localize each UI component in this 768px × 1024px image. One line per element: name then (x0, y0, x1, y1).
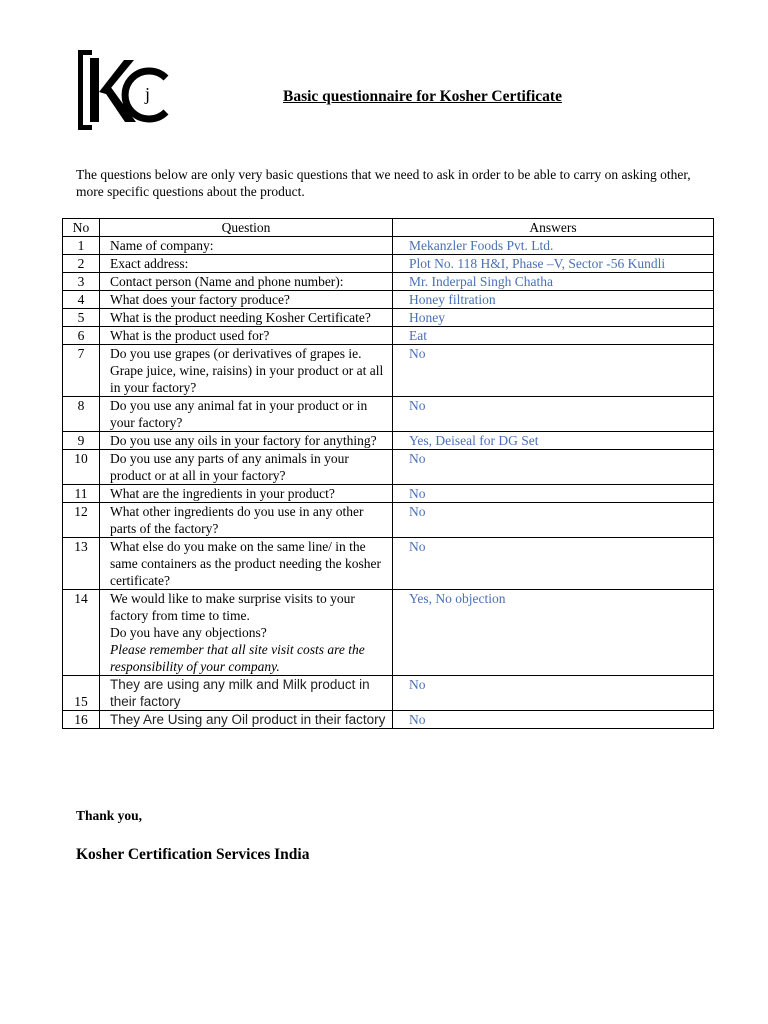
table-row (63, 309, 714, 327)
row-question: What is the product needing Kosher Certificate? (100, 309, 393, 327)
row-question: Name of company: (100, 237, 393, 255)
header-question: Question (100, 219, 393, 237)
row-question: What are the ingredients in your product? (100, 485, 393, 503)
row-answer: No (393, 485, 714, 503)
row-number: 14 (63, 590, 100, 676)
table-row (63, 450, 714, 485)
row-answer: No (393, 676, 714, 711)
table-row (63, 590, 714, 676)
row-question-followup: Do you have any objections? (110, 625, 267, 640)
table-row (63, 711, 714, 729)
table-row (63, 503, 714, 538)
table-row (63, 291, 714, 309)
row-number: 16 (63, 711, 100, 729)
intro-paragraph: The questions below are only very basic questions that we need to ask in order to be able to carry on asking other, more specific questions about the product. (76, 167, 691, 199)
row-question: Do you use any animal fat in your product or in your factory? (100, 397, 393, 432)
row-answer: No (393, 397, 714, 432)
row-question: Do you use any oils in your factory for anything? (100, 432, 393, 450)
table-row (63, 327, 714, 345)
row-answer: Mekanzler Foods Pvt. Ltd. (393, 237, 714, 255)
row-answer: Yes, Deiseal for DG Set (393, 432, 714, 450)
row-question: Do you use any parts of any animals in your product or at all in your factory? (100, 450, 393, 485)
row-number: 15 (63, 676, 100, 711)
table-header-row (63, 219, 714, 237)
table-row (63, 432, 714, 450)
table-row (63, 676, 714, 711)
row-answer: No (393, 345, 714, 397)
table-row (63, 237, 714, 255)
row-answer: Honey (393, 309, 714, 327)
row-question: What else do you make on the same line/ in the same containers as the product needing the kosher certificate? (100, 538, 393, 590)
row-answer: No (393, 711, 714, 729)
row-question: What does your factory produce? (100, 291, 393, 309)
row-number: 11 (63, 485, 100, 503)
row-answer: No (393, 538, 714, 590)
row-question: What is the product used for? (100, 327, 393, 345)
row-question: Do you use grapes (or derivatives of grapes ie. Grape juice, wine, raisins) in your product or at all in your factory? (100, 345, 393, 397)
table-row (63, 485, 714, 503)
header-answers: Answers (393, 219, 714, 237)
table-row (63, 255, 714, 273)
row-note: Please remember that all site visit costs are the responsibility of your company. (110, 642, 365, 674)
row-answer: Mr. Inderpal Singh Chatha (393, 273, 714, 291)
questionnaire-table (62, 218, 714, 729)
row-question: We would like to make surprise visits to your factory from time to time. (110, 591, 355, 623)
table-row (63, 273, 714, 291)
row-question: Exact address: (100, 255, 393, 273)
row-number: 10 (63, 450, 100, 485)
row-answer: Eat (393, 327, 714, 345)
svg-text:j: j (145, 84, 151, 104)
closing-text: Thank you, (76, 808, 143, 823)
row-number: 7 (63, 345, 100, 397)
row-question: They are using any milk and Milk product in their factory (100, 676, 393, 711)
row-question: Contact person (Name and phone number): (100, 273, 393, 291)
row-number: 6 (63, 327, 100, 345)
row-answer: Plot No. 118 H&I, Phase –V, Sector -56 Kundli (393, 255, 714, 273)
organization-name: Kosher Certification Services India (76, 846, 310, 863)
table-row (63, 345, 714, 397)
row-question-block (100, 590, 393, 676)
header-no: No (63, 219, 100, 237)
row-answer: Yes, No objection (393, 590, 714, 676)
row-number: 4 (63, 291, 100, 309)
row-number: 2 (63, 255, 100, 273)
row-answer: Honey filtration (393, 291, 714, 309)
row-answer: No (393, 503, 714, 538)
row-answer: No (393, 450, 714, 485)
row-number: 12 (63, 503, 100, 538)
table-row (63, 397, 714, 432)
row-number: 9 (63, 432, 100, 450)
row-question: What other ingredients do you use in any other parts of the factory? (100, 503, 393, 538)
row-number: 13 (63, 538, 100, 590)
row-question: They Are Using any Oil product in their factory (100, 711, 393, 729)
row-number: 1 (63, 237, 100, 255)
kcj-logo (76, 48, 172, 132)
document-title: Basic questionnaire for Kosher Certificate (283, 88, 562, 105)
row-number: 8 (63, 397, 100, 432)
row-number: 3 (63, 273, 100, 291)
table-row (63, 538, 714, 590)
row-number: 5 (63, 309, 100, 327)
